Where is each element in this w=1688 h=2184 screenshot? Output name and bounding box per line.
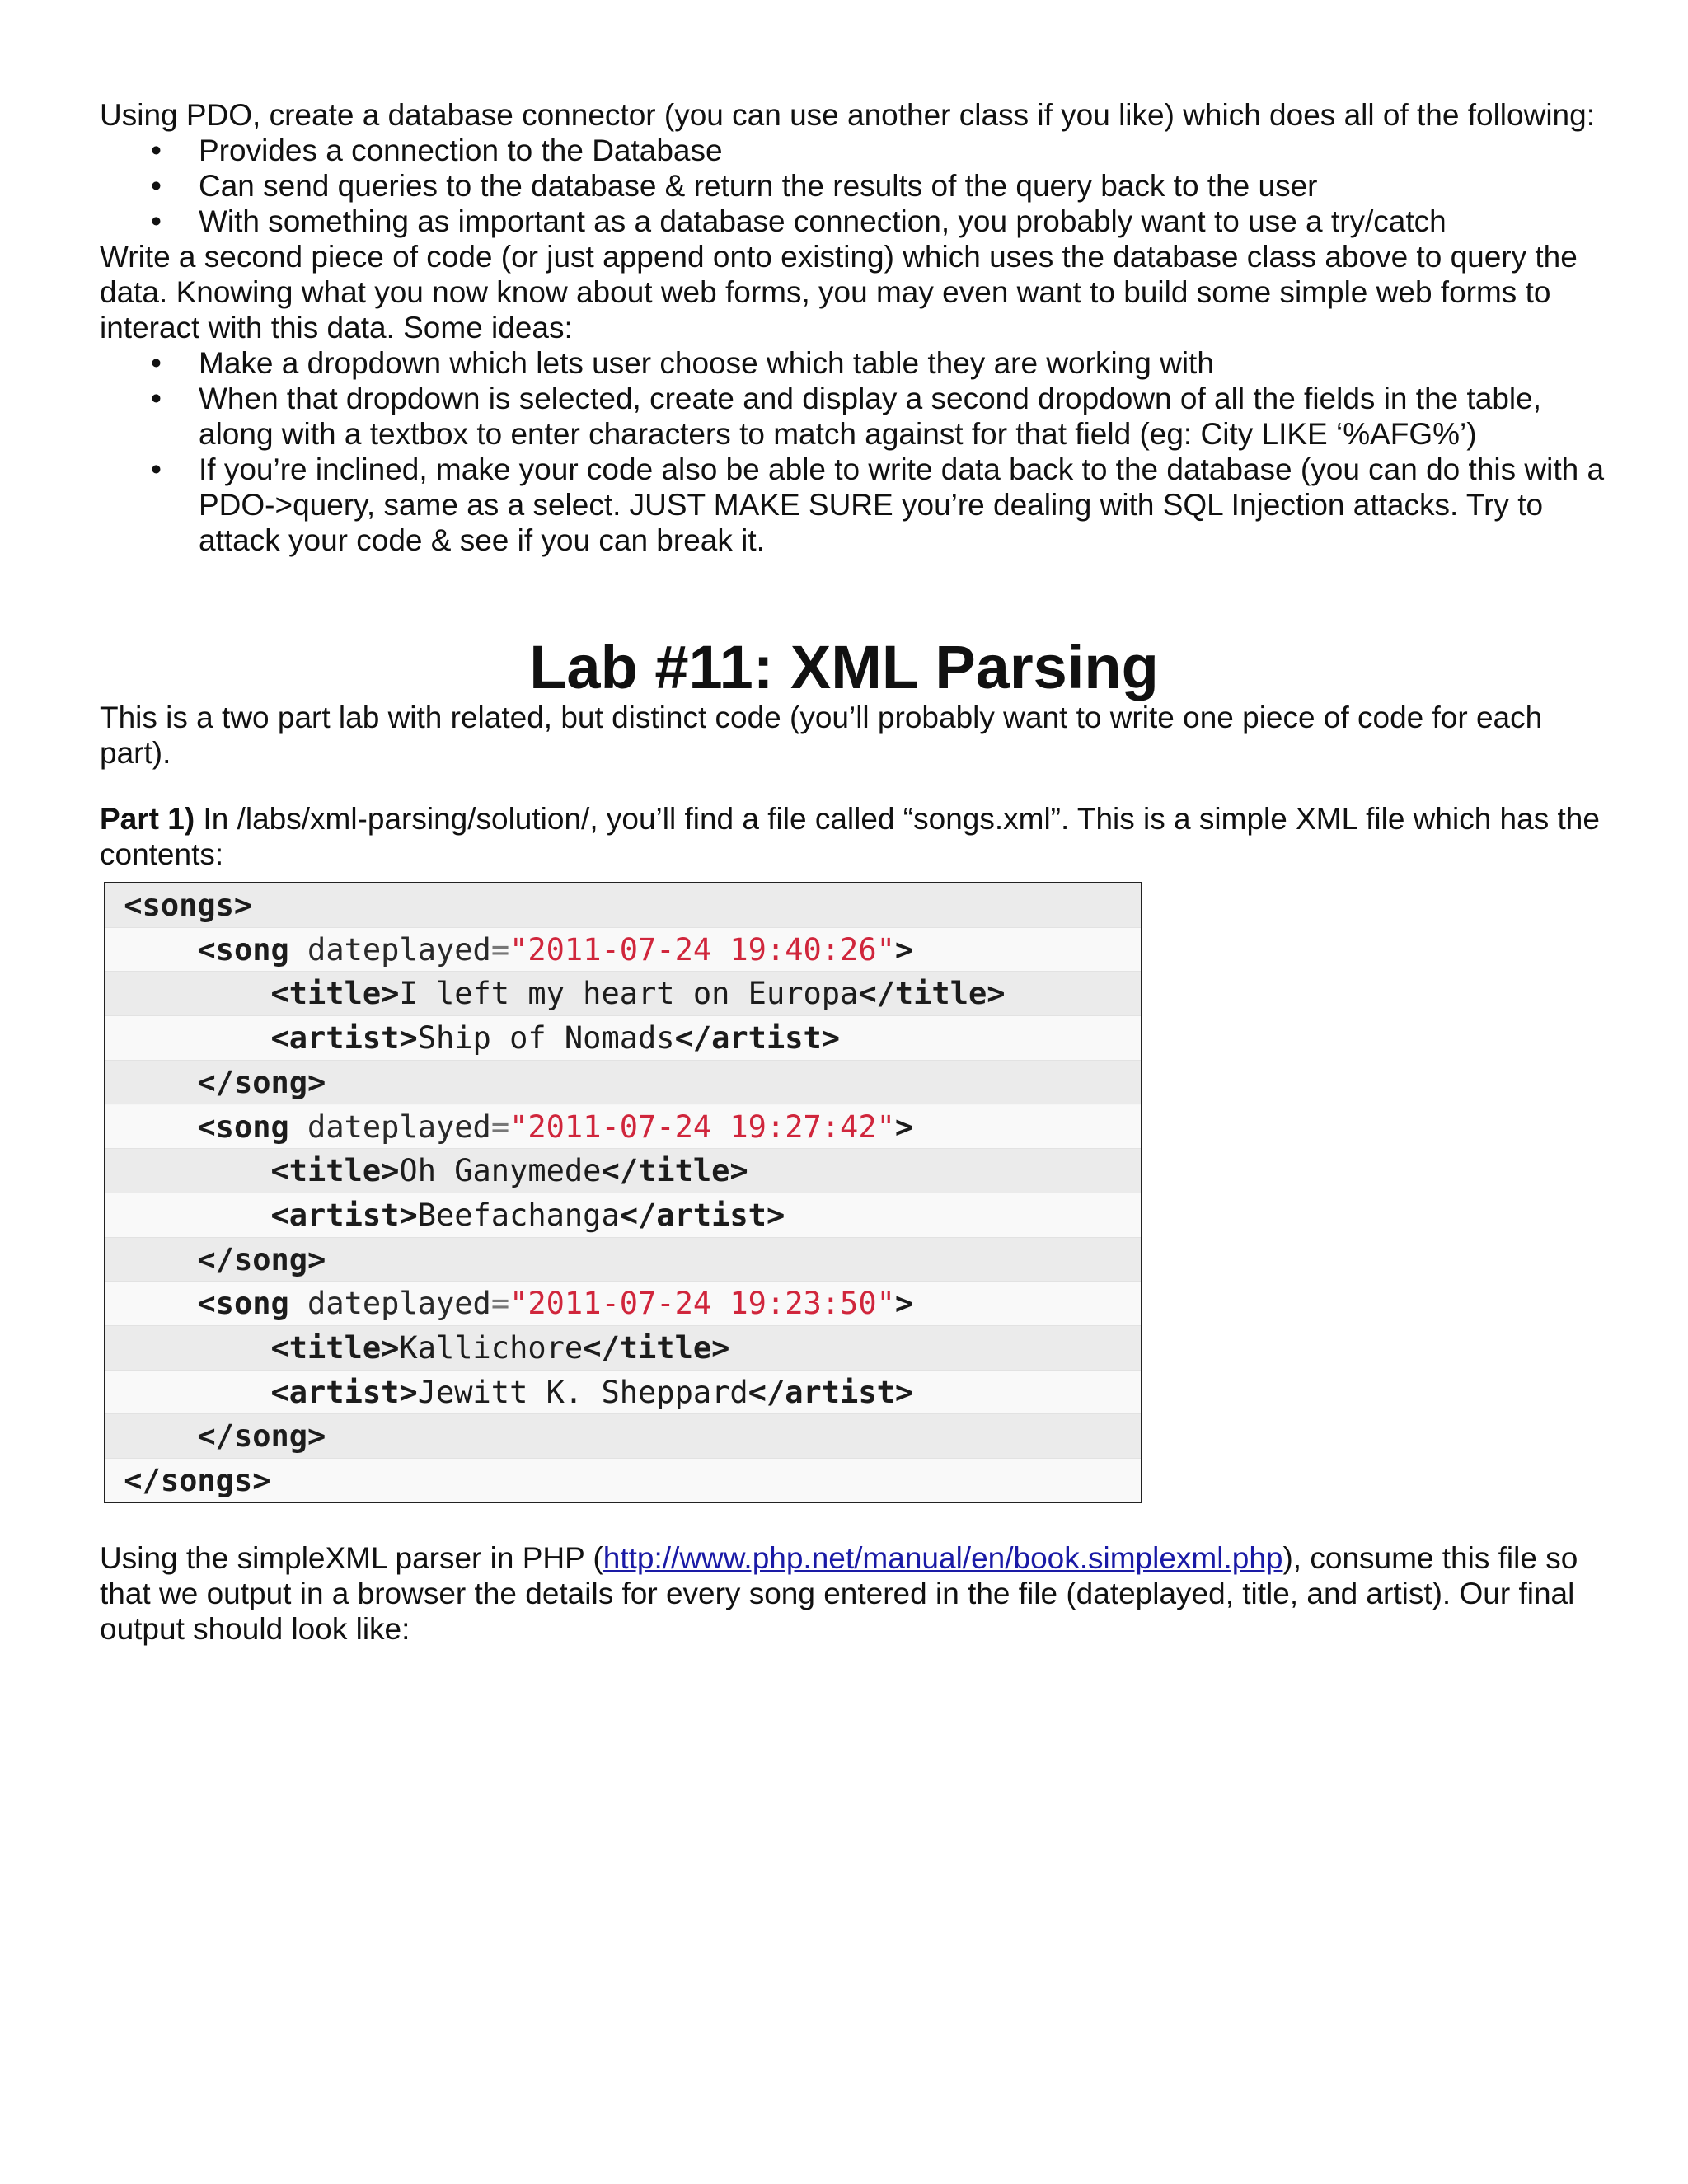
- list-item: • Can send queries to the database & return the results of the query back to the user: [100, 168, 1608, 204]
- code-line: </songs>: [106, 1459, 1141, 1503]
- code-line: </song>: [106, 1414, 1141, 1459]
- list-item: • With something as important as a database connection, you probably want to use a try/catch: [100, 204, 1608, 239]
- pdo-requirements-list: [100, 133, 1608, 239]
- ideas-list: [100, 345, 1608, 558]
- code-line: <title>Oh Ganymede</title>: [106, 1149, 1141, 1193]
- code-line: <artist>Jewitt K. Sheppard</artist>: [106, 1371, 1141, 1415]
- code-line: <artist>Beefachanga</artist>: [106, 1193, 1141, 1238]
- code-line: </song>: [106, 1061, 1141, 1105]
- pdo-intro-paragraph: Using PDO, create a database connector (you can use another class if you like) which does all of the following:: [100, 98, 1595, 132]
- code-line: <title>Kallichore</title>: [106, 1326, 1141, 1371]
- lab-title: Lab #11: XML Parsing: [529, 633, 1159, 701]
- list-item: • Provides a connection to the Database: [100, 133, 1608, 168]
- code-line: <songs>: [106, 883, 1141, 928]
- lab-intro-paragraph: This is a two part lab with related, but distinct code (you’ll probably want to write one piece of code for each part).: [100, 701, 1543, 770]
- code-line: </song>: [106, 1238, 1141, 1282]
- part1-label: Part 1): [100, 802, 195, 836]
- closing-text-start: Using the simpleXML parser in PHP (: [100, 1541, 603, 1575]
- part1-text: In /labs/xml-parsing/solution/, you’ll find a file called “songs.xml”. This is a simple XML file which has the contents:: [100, 802, 1600, 871]
- part1-paragraph: [100, 801, 1608, 872]
- simplexml-manual-link[interactable]: http://www.php.net/manual/en/book.simplexml.php: [603, 1541, 1283, 1575]
- second-code-paragraph: Write a second piece of code (or just append onto existing) which uses the database class above to query the data. Knowing what you now know about web forms, you may even want to build some simple web forms to interact with this data. Some ideas:: [100, 240, 1578, 344]
- list-item: • When that dropdown is selected, create and display a second dropdown of all the fields in the table, along with a textbox to enter characters to match against for that field (eg: City LIKE ‘%AFG%’): [100, 381, 1608, 452]
- closing-text-end: ), consume this file so that we output in a browser the details for every song entered in the file (dateplayed, title, and artist). Our final output should look like:: [100, 1541, 1578, 1646]
- xml-code-listing: [104, 882, 1142, 1503]
- code-line: <song dateplayed="2011-07-24 19:23:50">: [106, 1282, 1141, 1326]
- code-line: <song dateplayed="2011-07-24 19:27:42">: [106, 1105, 1141, 1150]
- list-item: • Make a dropdown which lets user choose which table they are working with: [100, 345, 1608, 381]
- simplexml-paragraph: [100, 1540, 1608, 1647]
- code-line: <title>I left my heart on Europa</title>: [106, 972, 1141, 1016]
- code-line: <song dateplayed="2011-07-24 19:40:26">: [106, 928, 1141, 972]
- list-item: • If you’re inclined, make your code also be able to write data back to the database (you can do this with a PDO->query, same as a select. JUST MAKE SURE you’re dealing with SQL Injection attacks. Try to attack your code & see if you can break it.: [100, 452, 1608, 558]
- code-line: <artist>Ship of Nomads</artist>: [106, 1016, 1141, 1061]
